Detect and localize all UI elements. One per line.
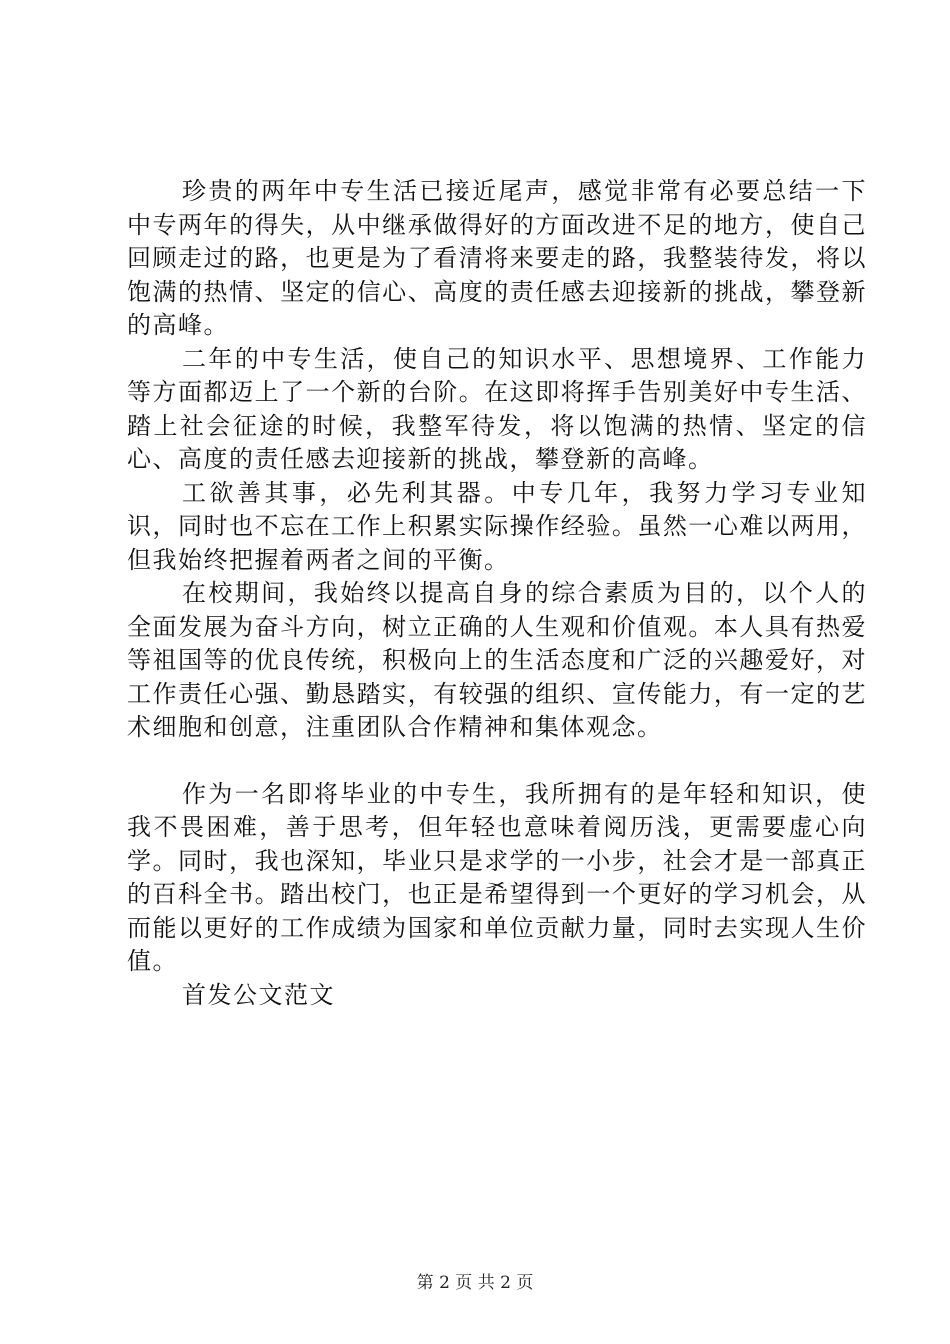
- paragraph-4: 在校期间，我始终以提高自身的综合素质为目的，以个人的全面发展为奋斗方向，树立正确的人生观和价值观。本人具有热爱等祖国等的优良传统，积极向上的生活态度和广泛的兴趣爱好，对工作责任心强、勤恳踏实，有较强的组织、宣传能力，有一定的艺术细胞和创意，注重团队合作精神和集体观念。: [127, 579, 867, 741]
- document-body: [127, 175, 867, 1012]
- paragraph-5: 作为一名即将毕业的中专生，我所拥有的是年轻和知识，使我不畏困难，善于思考，但年轻也意味着阅历浅，更需要虚心向学。同时，我也深知，毕业只是求学的一小步，社会才是一部真正的百科全书。踏出校门，也正是希望得到一个更好的学习机会，从而能以更好的工作成绩为国家和单位贡献力量，同时去实现人生价值。: [127, 779, 867, 975]
- page-number-footer: 第 2 页 共 2 页: [416, 1273, 534, 1293]
- signature-line: 首发公文范文: [182, 980, 335, 1009]
- paragraph-1: 珍贵的两年中专生活已接近尾声，感觉非常有必要总结一下中专两年的得失，从中继承做得好的方面改进不足的地方，使自己回顾走过的路，也更是为了看清将来要走的路，我整装待发，将以饱满的热情、坚定的信心、高度的责任感去迎接新的挑战，攀登新的高峰。: [127, 177, 867, 339]
- paragraph-3: 工欲善其事，必先利其器。中专几年，我努力学习专业知识，同时也不忘在工作上积累实际操作经验。虽然一心难以两用，但我始终把握着两者之间的平衡。: [127, 478, 867, 574]
- paragraph-2: 二年的中专生活，使自己的知识水平、思想境界、工作能力等方面都迈上了一个新的台阶。在这即将挥手告别美好中专生活、踏上社会征途的时候，我整军待发，将以饱满的热情、坚定的信心、高度的责任感去迎接新的挑战，攀登新的高峰。: [127, 344, 867, 473]
